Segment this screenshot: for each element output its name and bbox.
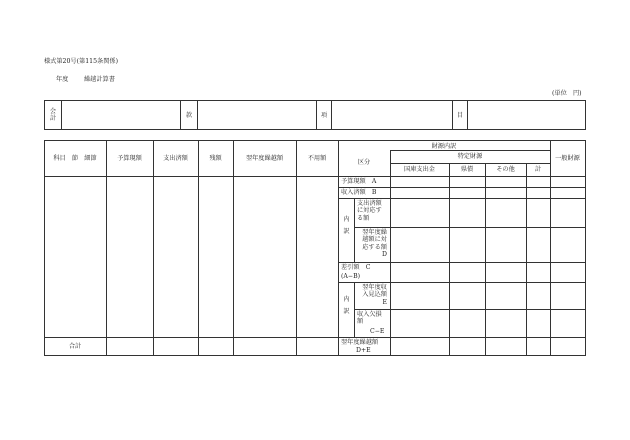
unit-label: (単位 円) [552, 90, 582, 97]
row-ce: C−E [370, 328, 385, 335]
row-shunyu-mikomi: 翌年度収 入見込額 E [362, 284, 387, 306]
header-shishutsu: 支出済額 [163, 155, 188, 162]
row-shishutsu-taio: 支出済額 に対応す る額 [357, 200, 382, 222]
header-ippan: 一般財源 [555, 155, 580, 162]
header-kei: 計 [534, 166, 542, 173]
header-fuyou: 不用額 [307, 155, 327, 162]
header-kamoku: 科目 節 細節 [53, 155, 97, 162]
row-yokunendo-taio: 翌年度繰 越額に対 応する額 D [362, 229, 387, 259]
kou-label: 項 [320, 112, 328, 119]
header-kubun: 区分 [357, 159, 371, 166]
row-goukei: 合計 [68, 343, 82, 350]
form-number: 様式第20号(第115条関係) [44, 58, 119, 65]
kan-label: 款 [185, 112, 193, 119]
header-zaigen: 財源内訳 [431, 143, 457, 150]
row-yosan-a: 予算現額 A [341, 178, 377, 185]
header-kokko: 国庫支出金 [404, 166, 435, 173]
row-sashihiki: 差引額 C [341, 264, 371, 271]
row-yokunendo-kurikoshi: 翌年度繰越額 [341, 339, 379, 346]
row-sashihiki-formula: (A−B) [341, 273, 361, 280]
row-shunyu-kekkan: 収入欠損 額 [357, 311, 382, 326]
title-year: 年度 [56, 76, 69, 83]
header-zangaku: 残額 [209, 155, 222, 162]
header-tokutei: 特定財源 [457, 153, 483, 160]
row-uchiwake-2: 内 訳 [343, 296, 350, 315]
row-shunyu-b: 収入済額 B [341, 189, 377, 196]
header-kensai: 県債 [460, 166, 474, 173]
row-de: D+E [356, 347, 371, 354]
moku-label: 目 [456, 112, 464, 119]
header-sonota: その他 [496, 166, 515, 173]
header-yosan: 予算現額 [117, 155, 142, 162]
row-uchiwake-1: 内 訳 [343, 216, 350, 235]
document-title: 繰越計算書 [84, 76, 115, 83]
kaikei-label: 会 計 [49, 108, 57, 123]
header-yokunendo: 翌年度繰越額 [245, 155, 284, 162]
